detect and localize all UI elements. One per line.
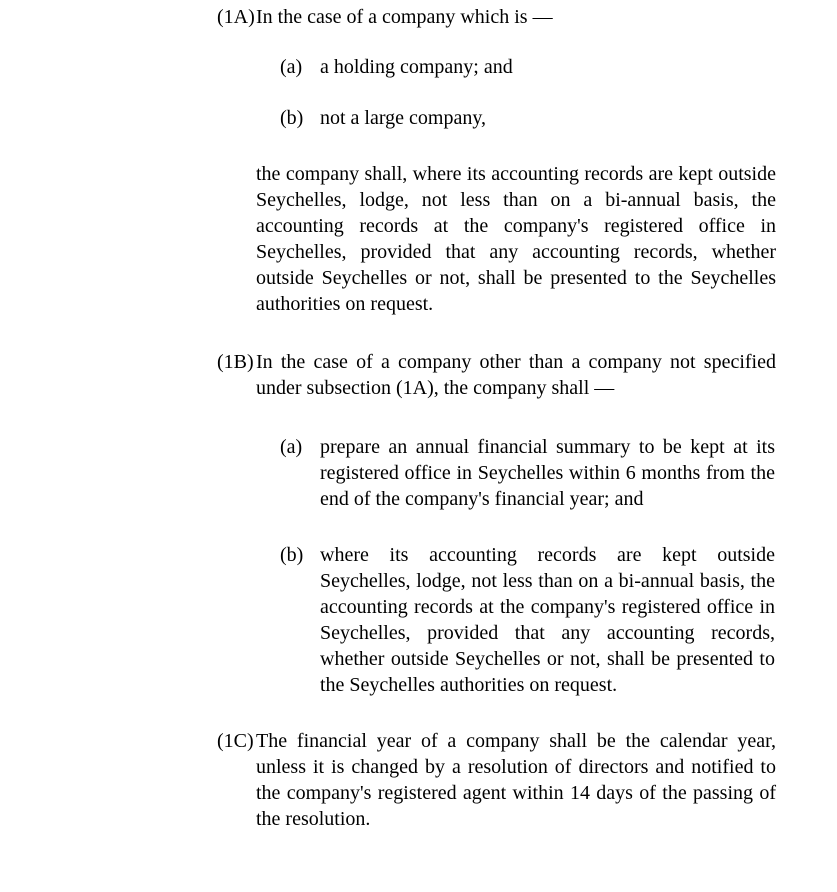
list-item-1a-a-label: (a) xyxy=(280,56,303,78)
list-item-1a-b xyxy=(280,105,776,131)
list-item-1a-a-text: a holding company; and xyxy=(320,56,513,78)
section-1b-body xyxy=(256,349,776,698)
section-1c-number: (1C) xyxy=(217,730,254,752)
section-1b-number: (1B) xyxy=(217,351,254,373)
section-1a-heading: In the case of a company which is — xyxy=(256,6,553,28)
list-item-1b-a xyxy=(280,434,776,512)
section-1a xyxy=(217,4,837,317)
section-1a-number: (1A) xyxy=(217,6,255,28)
section-1b xyxy=(217,349,837,698)
section-1a-closing-paragraph: the company shall, where its accounting records are kept outside Seychelles, lodge, not less than on a bi-annual basis, the accounting records at the company's registered office in Seychelles, provided that any accounting records, whether outside Seychelles or not, shall be presented to the Seychelles authorities on request. xyxy=(256,163,776,315)
section-1c-heading: The financial year of a company shall be the calendar year, unless it is changed by a resolution of directors and notified to the company's registered agent within 14 days of the passing of the resolution. xyxy=(256,730,776,830)
list-item-1b-a-text: prepare an annual financial summary to be kept at its registered office in Seychelles within 6 months from the end of the company's financial year; and xyxy=(320,436,775,510)
list-item-1a-b-text: not a large company, xyxy=(320,107,487,129)
section-1c xyxy=(217,728,837,832)
list-item-1a-b-label: (b) xyxy=(280,107,304,129)
list-item-1b-b-text: where its accounting records are kept outside Seychelles, lodge, not less than on a bi-annual basis, the accounting records at the company's registered office in Seychelles, provided that any accounting records, whether outside Seychelles or not, shall be presented to the Seychelles authorities on request. xyxy=(320,544,775,696)
section-1a-body xyxy=(256,4,776,317)
section-1c-body xyxy=(256,728,776,832)
list-item-1b-b xyxy=(280,542,776,698)
list-item-1b-b-label: (b) xyxy=(280,544,304,566)
section-1b-heading: In the case of a company other than a company not specified under subsection (1A), the company shall — xyxy=(256,351,776,399)
list-item-1b-a-label: (a) xyxy=(280,436,303,458)
list-item-1a-a xyxy=(280,54,776,80)
